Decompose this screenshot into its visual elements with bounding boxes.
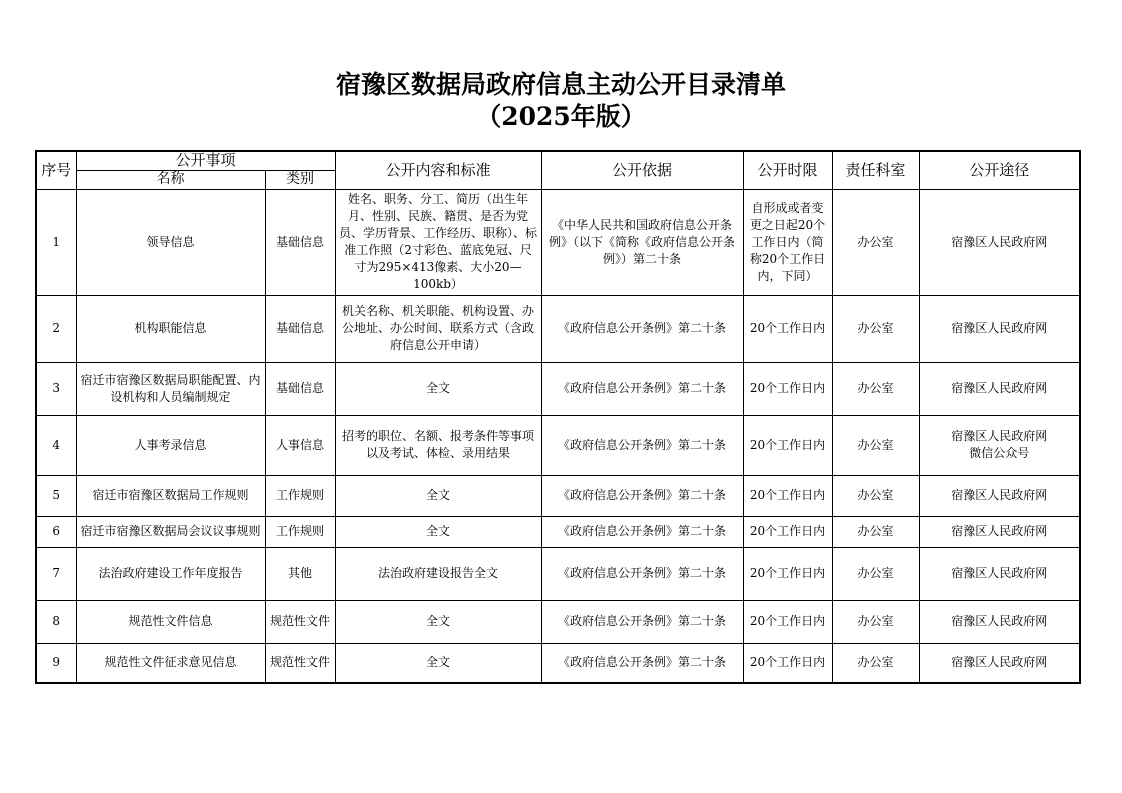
table-row [36, 600, 1080, 643]
cell-category: 基础信息 [265, 362, 335, 415]
cell-basis: 《政府信息公开条例》第二十条 [541, 516, 743, 547]
cell-seq: 9 [36, 643, 76, 683]
table-row [36, 362, 1080, 415]
table-row [36, 516, 1080, 547]
cell-category: 规范性文件 [265, 643, 335, 683]
cell-dept: 办公室 [832, 547, 919, 600]
cell-time-limit: 20个工作日内 [743, 475, 832, 516]
table-row [36, 415, 1080, 475]
cell-time-limit: 20个工作日内 [743, 362, 832, 415]
cell-name: 法治政府建设工作年度报告 [76, 547, 265, 600]
header-category: 类别 [265, 170, 335, 189]
cell-name: 人事考录信息 [76, 415, 265, 475]
cell-basis: 《政府信息公开条例》第二十条 [541, 600, 743, 643]
cell-channel: 宿豫区人民政府网 [919, 362, 1080, 415]
cell-category: 基础信息 [265, 295, 335, 362]
header-basis: 公开依据 [541, 151, 743, 189]
cell-seq: 5 [36, 475, 76, 516]
cell-basis: 《中华人民共和国政府信息公开条例》（以下《简称《政府信息公开条例》）第二十条 [541, 189, 743, 295]
cell-dept: 办公室 [832, 643, 919, 683]
cell-basis: 《政府信息公开条例》第二十条 [541, 415, 743, 475]
cell-content: 全文 [335, 643, 541, 683]
cell-seq: 8 [36, 600, 76, 643]
cell-seq: 3 [36, 362, 76, 415]
cell-basis: 《政府信息公开条例》第二十条 [541, 643, 743, 683]
cell-time-limit: 20个工作日内 [743, 600, 832, 643]
header-name: 名称 [76, 170, 265, 189]
channel-line: 宿豫区人民政府网 [951, 429, 1048, 443]
header-dept: 责任科室 [832, 151, 919, 189]
cell-time-limit: 自形成或者变更之日起20个工作日内（简称20个工作日内，下同） [743, 189, 832, 295]
cell-category: 工作规则 [265, 475, 335, 516]
cell-name: 领导信息 [76, 189, 265, 295]
cell-seq: 4 [36, 415, 76, 475]
table-row [36, 475, 1080, 516]
cell-basis: 《政府信息公开条例》第二十条 [541, 295, 743, 362]
cell-name: 规范性文件征求意见信息 [76, 643, 265, 683]
cell-dept: 办公室 [832, 415, 919, 475]
cell-dept: 办公室 [832, 295, 919, 362]
cell-name: 规范性文件信息 [76, 600, 265, 643]
header-item: 公开事项 [76, 151, 335, 170]
header-content: 公开内容和标准 [335, 151, 541, 189]
cell-dept: 办公室 [832, 189, 919, 295]
cell-dept: 办公室 [832, 600, 919, 643]
cell-channel: 宿豫区人民政府网 [919, 516, 1080, 547]
cell-content: 招考的职位、名额、报考条件等事项以及考试、体检、录用结果 [335, 415, 541, 475]
cell-name: 宿迁市宿豫区数据局会议议事规则 [76, 516, 265, 547]
table-row [36, 189, 1080, 295]
page-title: 宿豫区数据局政府信息主动公开目录清单 [335, 70, 786, 99]
cell-time-limit: 20个工作日内 [743, 516, 832, 547]
cell-seq: 2 [36, 295, 76, 362]
header-time-limit: 公开时限 [743, 151, 832, 189]
cell-time-limit: 20个工作日内 [743, 643, 832, 683]
cell-channel: 宿豫区人民政府网 [919, 295, 1080, 362]
cell-channel [919, 415, 1080, 475]
cell-basis: 《政府信息公开条例》第二十条 [541, 547, 743, 600]
table-row [36, 295, 1080, 362]
table-row [36, 547, 1080, 600]
cell-channel: 宿豫区人民政府网 [919, 475, 1080, 516]
cell-time-limit: 20个工作日内 [743, 295, 832, 362]
cell-dept: 办公室 [832, 362, 919, 415]
cell-seq: 6 [36, 516, 76, 547]
cell-channel: 宿豫区人民政府网 [919, 189, 1080, 295]
table-row [36, 643, 1080, 683]
cell-name: 宿迁市宿豫区数据局职能配置、内设机构和人员编制规定 [76, 362, 265, 415]
cell-category: 规范性文件 [265, 600, 335, 643]
cell-seq: 7 [36, 547, 76, 600]
cell-category: 人事信息 [265, 415, 335, 475]
cell-category: 基础信息 [265, 189, 335, 295]
cell-name: 机构职能信息 [76, 295, 265, 362]
cell-time-limit: 20个工作日内 [743, 547, 832, 600]
cell-time-limit: 20个工作日内 [743, 415, 832, 475]
cell-dept: 办公室 [832, 475, 919, 516]
cell-channel: 宿豫区人民政府网 [919, 600, 1080, 643]
cell-channel: 宿豫区人民政府网 [919, 643, 1080, 683]
cell-dept: 办公室 [832, 516, 919, 547]
cell-name: 宿迁市宿豫区数据局工作规则 [76, 475, 265, 516]
cell-basis: 《政府信息公开条例》第二十条 [541, 362, 743, 415]
cell-content: 全文 [335, 600, 541, 643]
page-subtitle: （2025年版） [476, 102, 646, 131]
header-channel: 公开途径 [919, 151, 1080, 189]
cell-seq: 1 [36, 189, 76, 295]
cell-content: 姓名、职务、分工、简历（出生年月、性别、民族、籍贯、是否为党员、学历背景、工作经历、职称）、标准工作照（2寸彩色、蓝底免冠、尺寸为295×413像素、大小20—100kb） [335, 189, 541, 295]
header-row [36, 151, 1080, 170]
cell-content: 全文 [335, 362, 541, 415]
cell-content: 法治政府建设报告全文 [335, 547, 541, 600]
cell-category: 工作规则 [265, 516, 335, 547]
channel-line: 微信公众号 [969, 446, 1030, 460]
cell-category: 其他 [265, 547, 335, 600]
cell-content: 机关名称、机关职能、机构设置、办公地址、办公时间、联系方式（含政府信息公开申请） [335, 295, 541, 362]
cell-basis: 《政府信息公开条例》第二十条 [541, 475, 743, 516]
disclosure-table [35, 150, 1081, 684]
cell-content: 全文 [335, 516, 541, 547]
cell-content: 全文 [335, 475, 541, 516]
cell-channel: 宿豫区人民政府网 [919, 547, 1080, 600]
header-seq: 序号 [36, 151, 76, 189]
